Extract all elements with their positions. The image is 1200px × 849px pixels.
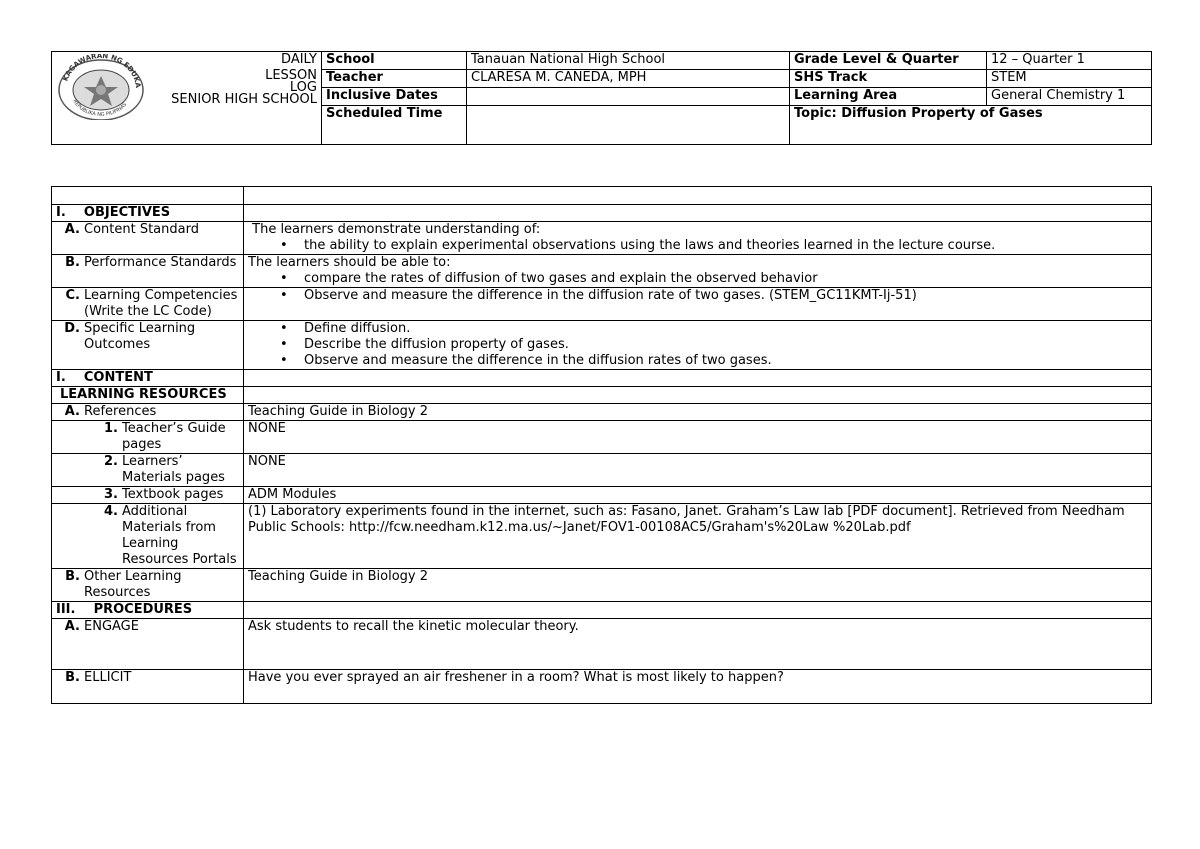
list-item: • the ability to explain experimental observations using the laws and theories learned in the lecture course. <box>304 238 1147 254</box>
list-item: • Describe the diffusion property of gases. <box>304 337 1147 353</box>
grade-value: 12 – Quarter 1 <box>987 52 1152 70</box>
header-table <box>51 51 1152 145</box>
dates-value <box>467 88 790 106</box>
seal-top-text: KAGAWARAN NG EDUKA <box>61 54 142 89</box>
objectives-heading: I. OBJECTIVES <box>52 205 244 222</box>
competencies-value <box>244 288 1152 321</box>
competencies-label: C. Learning Competencies (Write the LC Code) <box>52 288 244 321</box>
references-value: Teaching Guide in Biology 2 <box>244 404 1152 421</box>
track-label: SHS Track <box>790 70 987 88</box>
ellicit-label: B. ELLICIT <box>52 670 244 704</box>
outcomes-value <box>244 321 1152 370</box>
seal-bottom-text: REPUBLIKA NG PILIPINAS <box>71 98 129 118</box>
topic-text: Topic: Diffusion Property of Gases <box>790 106 1152 145</box>
teacher-label: Teacher <box>322 70 467 88</box>
textbook-value: ADM Modules <box>244 487 1152 504</box>
teacher-guide-label: 1. Teacher’s Guide pages <box>52 421 244 454</box>
references-label: A. References <box>52 404 244 421</box>
dates-label: Inclusive Dates <box>322 88 467 106</box>
grade-label: Grade Level & Quarter <box>790 52 987 70</box>
content-standard-value: The learners demonstrate understanding of: • the ability to explain experimental observations using the laws and theories learned in the lecture course. <box>244 222 1152 255</box>
content-heading: I. CONTENT <box>52 370 244 387</box>
procedures-heading: III. PROCEDURES <box>52 602 244 619</box>
track-value: STEM <box>987 70 1152 88</box>
teacher-guide-value: NONE <box>244 421 1152 454</box>
teacher-value: CLARESA M. CANEDA, MPH <box>467 70 790 88</box>
other-resources-value: Teaching Guide in Biology 2 <box>244 569 1152 602</box>
engage-value: Ask students to recall the kinetic molecular theory. <box>244 619 1152 670</box>
other-resources-label: B. Other Learning Resources <box>52 569 244 602</box>
school-value: Tanauan National High School <box>467 52 790 70</box>
additional-value: (1) Laboratory experiments found in the internet, such as: Fasano, Janet. Graham’s Law lab [PDF document]. Retrieved from Needham Public Schools: http://fcw.needham.k12.ma.us/~Janet/FOV1-00108AC5/Graham's%20Law %20Lab.pdf <box>244 504 1152 569</box>
deped-seal-logo <box>56 54 146 144</box>
additional-label: 4. Additional Materials from Learning Resources Portals <box>52 504 244 569</box>
learner-materials-label: 2. Learners’ Materials pages <box>52 454 244 487</box>
time-label: Scheduled Time <box>322 106 467 145</box>
outcomes-label: D. Specific Learning Outcomes <box>52 321 244 370</box>
time-value <box>467 106 790 145</box>
list-item: • compare the rates of diffusion of two gases and explain the observed behavior <box>304 271 1147 287</box>
blank-cell-left <box>52 187 244 205</box>
school-label: School <box>322 52 467 70</box>
performance-value: The learners should be able to: • compare the rates of diffusion of two gases and explain the observed behavior <box>244 255 1152 288</box>
content-standard-label: A. Content Standard <box>52 222 244 255</box>
header-logo-cell <box>52 52 322 145</box>
area-value: General Chemistry 1 <box>987 88 1152 106</box>
learner-materials-value: NONE <box>244 454 1152 487</box>
list-item: • Observe and measure the difference in the diffusion rate of two gases. (STEM_GC11KMT-Ij-51) <box>304 288 1147 304</box>
engage-label: A. ENGAGE <box>52 619 244 670</box>
blank-cell-right <box>244 187 1152 205</box>
list-item: • Observe and measure the difference in the diffusion rates of two gases. <box>304 353 1147 369</box>
area-label: Learning Area <box>790 88 987 106</box>
ellicit-value: Have you ever sprayed an air freshener in a room? What is most likely to happen? <box>244 670 1152 704</box>
dll-title: DAILY LESSON LOG SENIOR HIGH SCHOOL <box>171 52 317 107</box>
lesson-table <box>51 186 1152 704</box>
list-item: • Define diffusion. <box>304 321 1147 337</box>
resources-heading: LEARNING RESOURCES <box>52 387 244 404</box>
textbook-label: 3. Textbook pages <box>52 487 244 504</box>
performance-label: B. Performance Standards <box>52 255 244 288</box>
